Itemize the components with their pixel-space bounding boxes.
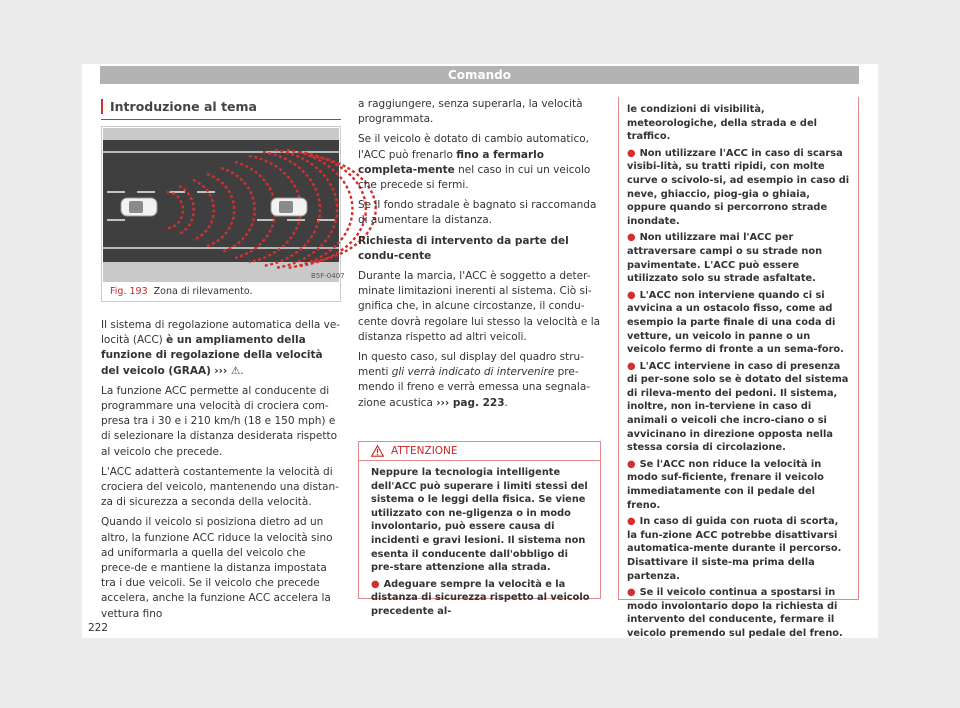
chapter-header: Comando — [100, 66, 859, 84]
bullet-icon: ● — [627, 458, 636, 470]
warning-triangle-icon: ⚠ — [230, 364, 241, 377]
italic-span: gli verrà indicato di intervenire — [391, 366, 555, 379]
warning-bullet-text: L'ACC non interviene quando ci si avvicina a un ostacolo fisso, come ad esempio la parte finale di una coda di vetture, un veicolo in panne o un veicolo fermo di fronte a un sema-foro. — [627, 289, 844, 356]
text-span: Se il veicolo è dotato di cambio automatico, l'ACC può frenarlo — [358, 133, 589, 161]
warning-bullet-text: Adeguare sempre la velocità e la distanza di sicurezza rispetto al veicolo precedente al- — [371, 578, 590, 617]
warning-bullet — [627, 586, 850, 640]
intro-bold: è un ampliamento della funzione di regolazione della velocità del veicolo (GRAA) — [101, 334, 323, 377]
paragraph — [358, 132, 601, 193]
bullet-icon: ● — [627, 516, 636, 528]
paragraph: Durante la marcia, l'ACC è soggetto a deter-minate limitazioni inerenti al sistema. Ciò si-gnifica che, in alcune circostanze, il condu-cente dovrà regolare lui stesso la velocità e la distanza rispetto ad altri veicoli. — [358, 270, 601, 343]
warning-continuation — [618, 97, 859, 639]
warning-bullet — [627, 231, 850, 285]
warning-bullet — [627, 458, 850, 512]
warning-bullet-text: In caso di guida con ruota di scorta, la fun-zione ACC potrebbe disattivarsi automatica-mente durante il percorso. Disattivare il siste-ma prima della partenza. — [627, 516, 842, 582]
page-link[interactable]: ››› pag. 223 — [436, 396, 505, 409]
warning-triangle-icon — [371, 445, 384, 457]
warning-bullet-text: Se l'ACC non riduce la velocità in modo suf-ficiente, frenare il veicolo immediatamente con il pedale del freno. — [627, 458, 824, 511]
figure-number: Fig. 193 — [110, 286, 148, 297]
figure-caption-text: Zona di rilevamento. — [153, 286, 253, 297]
column-2 — [358, 97, 601, 416]
paragraph: L'ACC adatterà costantemente la velocità di crociera del veicolo, mantenendo una distan-za di sicurezza a seconda della velocità. — [101, 465, 339, 509]
text-span: In questo caso, sul display del quadro stru-menti — [358, 351, 584, 379]
subheading: Richiesta di intervento da parte del condu-cente — [358, 234, 569, 262]
warning-paragraph: Neppure la tecnologia intelligente dell'ACC può superare i limiti stessi del sistema o le leggi della fisica. Se viene utilizzato con ne-gligenza o in modo involontario, può essere causa di incidenti e gravi lesioni. Il sistema non esenta il conducente dall'obbligo di pre-stare attenzione alla strada. — [371, 467, 588, 574]
warning-box — [358, 441, 601, 617]
detection-zone-illustration — [103, 128, 345, 282]
bullet-icon: ● — [627, 147, 636, 159]
warning-title: ATTENZIONE — [391, 445, 458, 457]
paragraph: a raggiungere, senza superarla, la velocità programmata. — [358, 98, 583, 126]
warning-bullet-text: L'ACC interviene in caso di presenza di per-sone solo se è dotato del sistema di rileva-mento dei pedoni. Il sistema, inoltre, non in-terviene in caso di animali o veicoli che incro-ciano o si avvicinano in direzione opposta nella stessa corsia di circolazione. — [627, 360, 849, 454]
title-rule — [101, 119, 341, 120]
figure-193 — [101, 126, 345, 302]
warning-bullet-text: Se il veicolo continua a spostarsi in modo involontario dopo la richiesta di intervento del conducente, fermare il veicolo premendo sul pedale del freno. — [627, 587, 843, 639]
warning-bullet — [627, 289, 850, 357]
warning-bullet — [627, 515, 850, 583]
intro-paragraph: Il sistema di regolazione automatica della ve-locità (ACC) è un ampliamento della funzione di regolazione della velocità del veicolo (GRAA) ››› ⚠. — [101, 319, 341, 377]
warning-bullet — [371, 578, 592, 619]
warning-bullet — [627, 360, 850, 455]
bullet-icon: ● — [627, 232, 636, 244]
bullet-icon: ● — [627, 360, 636, 372]
warning-header — [359, 442, 600, 461]
bold-span: fino a fermarlo completa-mente — [358, 148, 544, 176]
section-title: Introduzione al tema — [101, 99, 350, 114]
warning-body — [359, 461, 600, 619]
road-diagram — [103, 128, 345, 282]
warning-link[interactable] — [214, 365, 240, 377]
bullet-icon: ● — [627, 289, 636, 301]
text-span: nel caso in cui un veicolo che precede si fermi. — [358, 163, 591, 192]
paragraph: Quando il veicolo si posiziona dietro ad un altro, la funzione ACC riduce la velocità sino ad uniformarla a quella del veicolo che prece-de e mantiene la distanza impostata tra i due veicoli. Se il veicolo che precede accelera, anche la funzione ACC accelera la vettura fino — [101, 516, 333, 620]
column-1 — [101, 318, 341, 627]
page-number: 222 — [88, 622, 109, 634]
bullet-icon: ● — [371, 578, 380, 590]
warning-bullet — [627, 147, 850, 229]
paragraph: La funzione ACC permette al conducente di programmare una velocità di crociera com-presa tra i 30 e i 210 km/h (18 e 150 mph) e di selezionare la distanza desiderata rispetto al veicolo che precede. — [101, 384, 338, 458]
warning-paragraph: le condizioni di visibilità, meteorologiche, della strada e del traffico. — [627, 104, 817, 143]
bullet-icon: ● — [627, 587, 636, 599]
figure-code: B5F-0407 — [311, 272, 345, 280]
paragraph: Se il fondo stradale è bagnato si raccomanda di aumentare la distanza. — [358, 199, 597, 227]
warning-link-arrows: ››› — [214, 364, 228, 377]
warning-bullet-text: Non utilizzare mai l'ACC per attraversare campi o su strade non pavimentate. L'ACC può essere utilizzato solo su strade asfaltate. — [627, 232, 823, 285]
figure-caption — [110, 286, 253, 297]
intro-text: Il sistema di regolazione automatica della ve-locità (ACC) — [101, 319, 341, 347]
paragraph — [358, 350, 601, 411]
warning-bullet-text: Non utilizzare l'ACC in caso di scarsa visibi-lità, su tratti ripidi, con molte curve o scivolo-si, ad esempio in caso di neve, ghiaccio, piog-gia o ghiaia, oppure quando si percorrono strade inondate. — [627, 147, 850, 227]
text-span: . — [504, 396, 508, 409]
text-span: pre-mendo il freno e verrà emessa una segnala-zione acustica — [358, 366, 591, 409]
